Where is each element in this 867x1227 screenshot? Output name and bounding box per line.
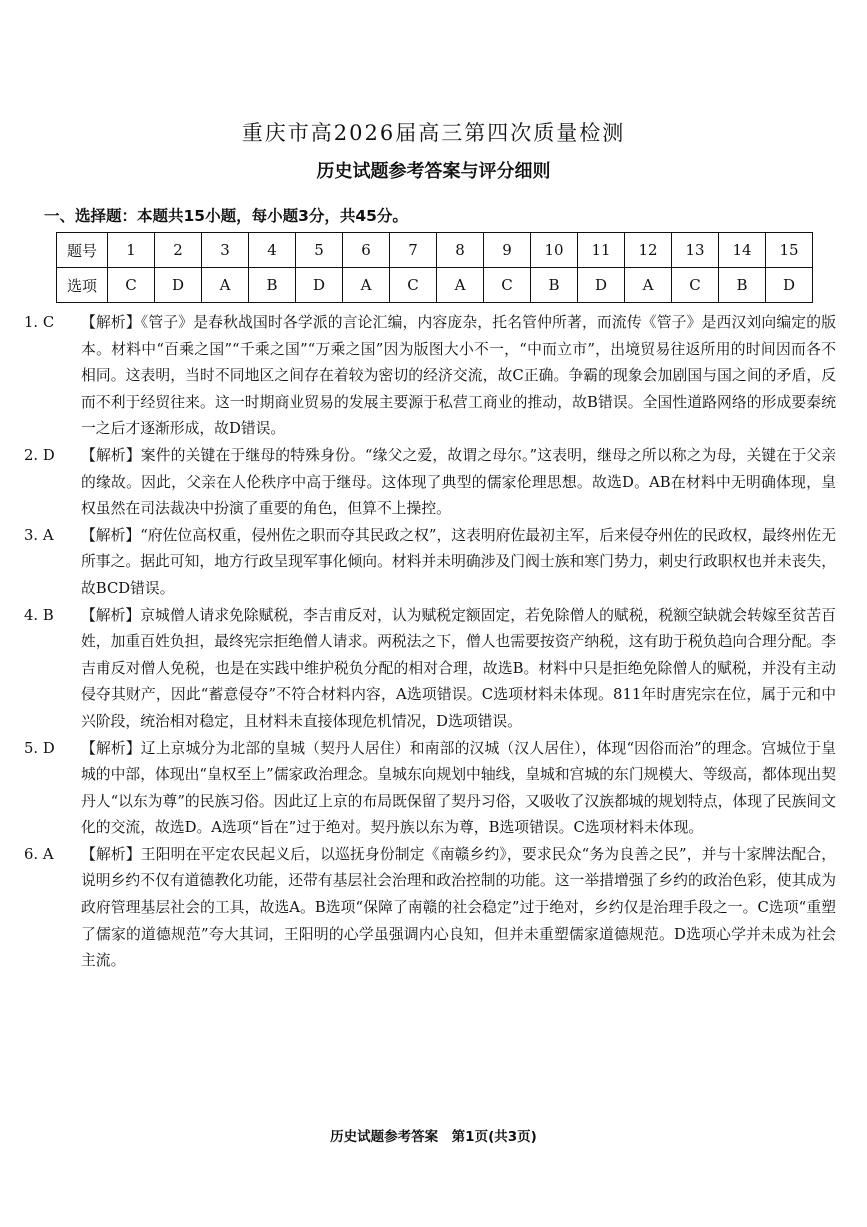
question-answer-number: 5. D [24,739,55,757]
exam-subtitle: 历史试题参考答案与评分细则 [316,161,551,182]
question-number-cell: 15 [766,233,813,268]
question-number-cell: 2 [155,233,202,268]
question-number-cell: 7 [390,233,437,268]
question-answer-number: 4. B [24,606,54,624]
answer-table-option-row [57,268,813,303]
answer-cell: C [484,268,531,303]
page-footer: 历史试题参考答案 第1页(共3页) [330,1129,537,1145]
analysis-tag: 【解析】 [81,845,141,863]
explanations-list [24,310,836,975]
question-number-cell: 14 [719,233,766,268]
explanation-text: “府佐位高权重，侵州佐之职而夺其民政之权”，这表明府佐最初主军，后来侵夺州佐的民政权，最终州佐无所事之。据此可知，地方行政呈现军事化倾向。材料并未明确涉及门阀士族和寒门势力，刺史行政职权也并未丧失，故BCD错误。 [81,526,836,597]
answer-cell: D [578,268,625,303]
answer-table-number-row [57,233,813,268]
answer-cell: C [672,268,719,303]
question-number-cell: 9 [484,233,531,268]
analysis-tag: 【解析】 [81,739,141,757]
answer-table [56,232,813,303]
answer-cell: D [155,268,202,303]
explanation-item [24,310,836,443]
question-number-cell: 6 [343,233,390,268]
question-number-cell: 13 [672,233,719,268]
answer-cell: D [296,268,343,303]
question-answer-number: 6. A [24,845,54,863]
question-answer-number: 3. A [24,526,54,544]
explanation-text: 辽上京城分为北部的皇城（契丹人居住）和南部的汉城（汉人居住），体现“因俗而治”的理念。宫城位于皇城的中部，体现出“皇权至上”儒家政治理念。皇城东向规划中轴线，皇城和宫城的东门规模大、等级高，都体现出契丹人“以东为尊”的民族习俗。因此辽上京的布局既保留了契丹习俗，又吸收了汉族都城的规划特点，体现了民族间文化的交流，故选D。A选项“旨在”过于绝对。契丹族以东为尊，B选项错误。C选项材料未体现。 [81,739,836,837]
analysis-tag: 【解析】 [81,314,141,331]
analysis-tag: 【解析】 [81,606,141,624]
answer-cell: A [343,268,390,303]
question-number-cell: 12 [625,233,672,268]
question-number-cell: 4 [249,233,296,268]
question-number-cell: 5 [296,233,343,268]
answer-cell: B [531,268,578,303]
explanation-text: 案件的关键在于继母的特殊身份。“缘父之爱，故谓之母尔。”这表明，继母之所以称之为母，关键在于父亲的缘故。因此，父亲在人伦秩序中高于继母。这体现了典型的儒家伦理思想。故选D。AB在材料中无明确体现，皇权虽然在司法裁决中扮演了重要的角色，但算不上操控。 [81,446,836,518]
exam-title: 重庆市高2026届高三第四次质量检测 [241,121,626,145]
section-heading: 一、选择题：本题共15小题，每小题3分，共45分。 [44,207,408,225]
analysis-tag: 【解析】 [81,446,141,464]
answer-cell: B [719,268,766,303]
question-number-cell: 1 [108,233,155,268]
question-number-cell: 3 [202,233,249,268]
analysis-tag: 【解析】 [81,526,141,544]
explanation-text: 《管子》是春秋战国时各学派的言论汇编，内容庞杂，托名管仲所著，而流传《管子》是西汉刘向编定的版本。材料中“百乘之国”“千乘之国”“万乘之国”因为版图大小不一，“中而立市”，出境贸易往返所用的时间因而各不相同。这表明，当时不同地区之间存在着较为密切的经济交流，故C正确。争霸的现象会加剧国与国之间的矛盾，反而不利于经贸往来。这一时期商业贸易的发展主要源于私营工商业的推动，故B错误。全国性道路网络的形成要秦统一之后才逐渐形成，故D错误。 [81,314,836,438]
explanation-item [24,736,836,842]
question-number-cell: 11 [578,233,625,268]
question-number-cell: 8 [437,233,484,268]
answer-cell: A [202,268,249,303]
explanation-text: 王阳明在平定农民起义后，以巡抚身份制定《南赣乡约》，要求民众“务为良善之民”，并与十家牌法配合，说明乡约不仅有道德教化功能，还带有基层社会治理和政治控制的功能。这一举措增强了乡约的政治色彩，使其成为政府管理基层社会的工具，故选A。B选项“保障了南赣的社会稳定”过于绝对，乡约仅是治理手段之一。C选项“重塑了儒家的道德规范”夸大其词，王阳明的心学虽强调内心良知，但并未重塑儒家道德规范。D选项心学并未成为社会主流。 [81,845,836,970]
explanation-item [24,603,836,736]
question-answer-number: 2. D [24,446,55,464]
explanation-item [24,523,836,603]
answer-cell: A [437,268,484,303]
table-row-label: 题号 [57,233,108,268]
question-answer-number: 1. C [24,314,55,331]
explanation-text: 京城僧人请求免除赋税，李吉甫反对，认为赋税定额固定，若免除僧人的赋税，税额空缺就会转嫁至贫苦百姓，加重百姓负担，最终宪宗拒绝僧人请求。两税法之下，僧人也需要按资产纳税，这有助于税负趋向合理分配。李吉甫反对僧人免税，也是在实践中维护税负分配的相对合理，故选B。材料中只是拒绝免除僧人的赋税，并没有主动侵夺其财产，因此“蓄意侵夺”不符合材料内容，A选项错误。C选项材料未体现。811年时唐宪宗在位，属于元和中兴阶段，统治相对稳定，且材料未直接体现危机情况，D选项错误。 [81,606,836,730]
answer-cell: B [249,268,296,303]
explanation-item [24,842,836,975]
answer-cell: D [766,268,813,303]
answer-cell: C [108,268,155,303]
answer-cell: A [625,268,672,303]
table-row-label: 选项 [57,268,108,303]
answer-cell: C [390,268,437,303]
explanation-item [24,443,836,523]
question-number-cell: 10 [531,233,578,268]
